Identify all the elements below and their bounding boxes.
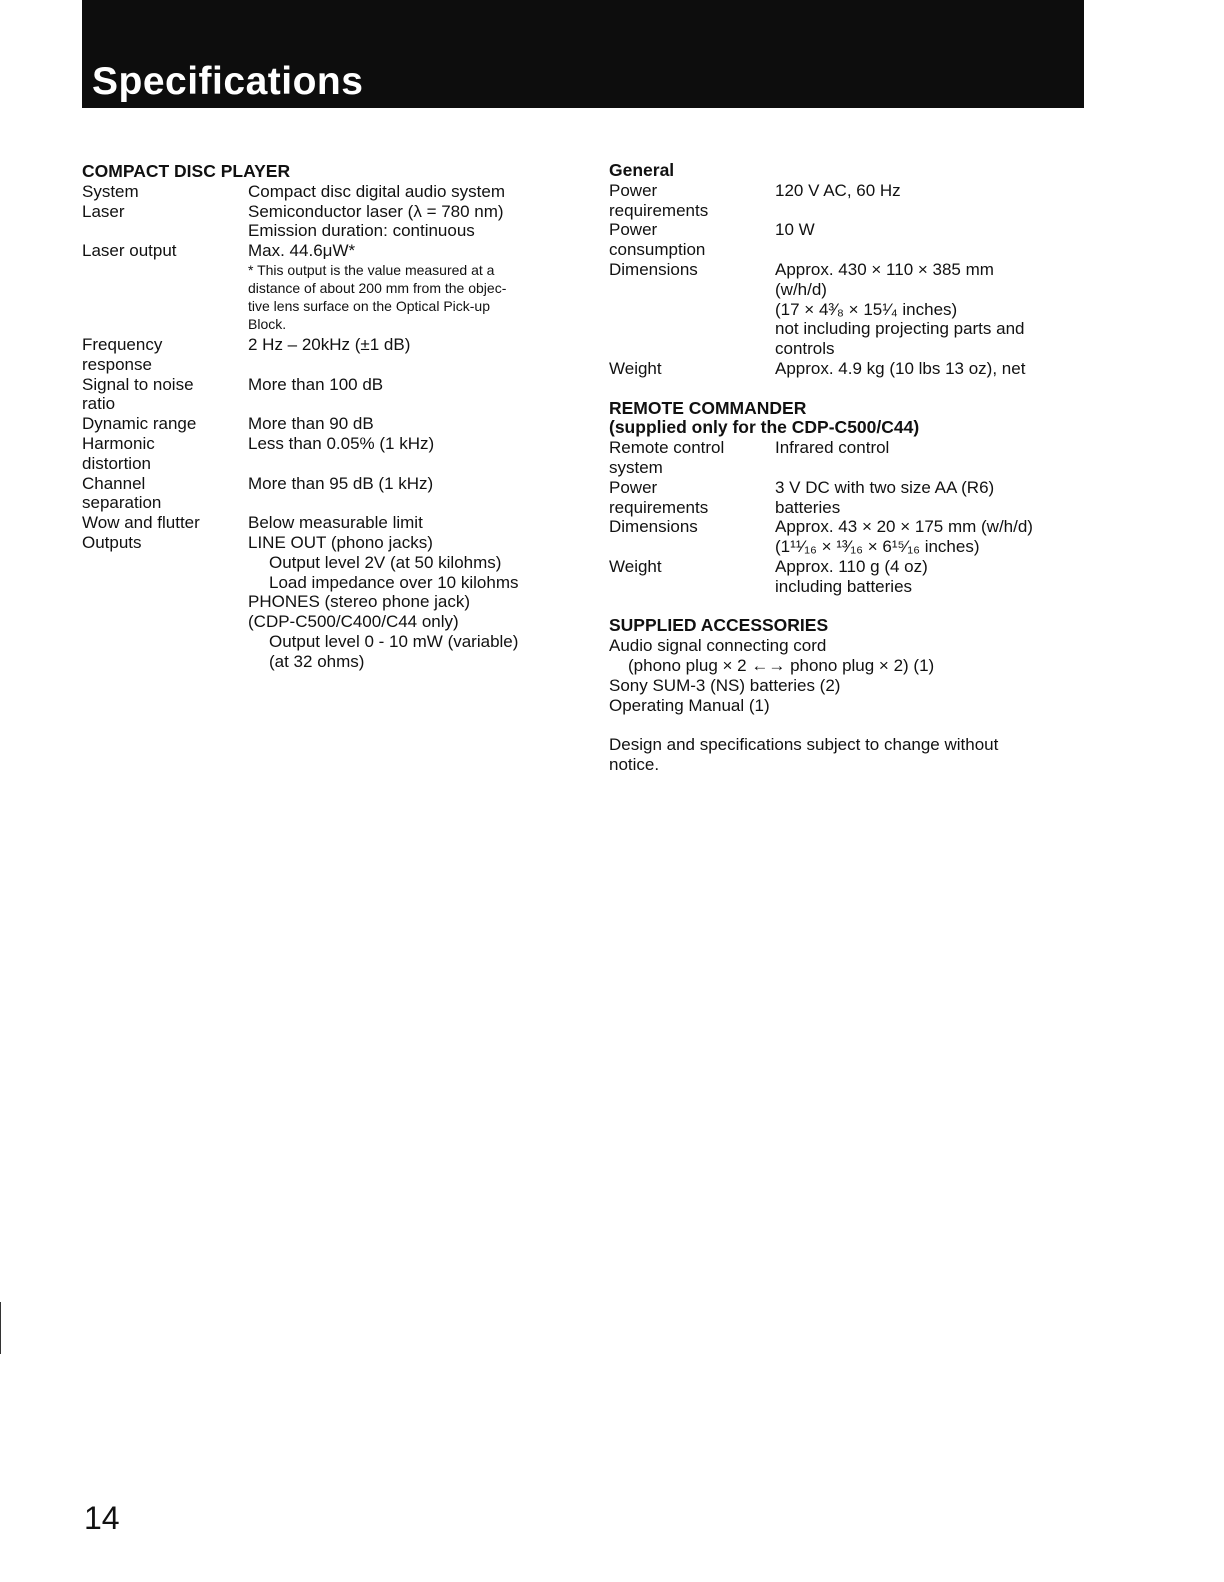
spec-value-line: More than 90 dB bbox=[248, 414, 374, 434]
text-line: * This output is the value measured at a bbox=[248, 261, 495, 278]
spec-row bbox=[609, 359, 1079, 379]
spec-row bbox=[82, 335, 582, 375]
spec-label bbox=[609, 359, 775, 379]
spec-value-line: 120 V AC, 60 Hz bbox=[775, 180, 901, 200]
spec-value bbox=[775, 557, 1079, 597]
section-title: SUPPLIED ACCESSORIES bbox=[609, 615, 829, 636]
spec-label-line: Remote control bbox=[609, 438, 725, 458]
spec-label bbox=[609, 438, 775, 478]
spec-label bbox=[82, 513, 248, 533]
outputs-line: Load impedance over 10 kilohms bbox=[269, 572, 519, 592]
spec-value bbox=[248, 434, 582, 474]
spec-label-line: Laser bbox=[82, 201, 125, 221]
spec-label: Outputs bbox=[82, 532, 142, 552]
spec-value-line: (17 × 4³⁄₈ × 15¹⁄₄ inches) bbox=[775, 299, 958, 319]
spec-value-line: 2 Hz – 20kHz (±1 dB) bbox=[248, 334, 411, 354]
accessory-line: Audio signal connecting cord bbox=[609, 636, 827, 656]
spec-label-line: Frequency bbox=[82, 334, 163, 354]
change-notice bbox=[609, 735, 1079, 775]
spec-value bbox=[775, 220, 1079, 260]
page-title: Specifications bbox=[92, 60, 364, 103]
spec-value-line: 3 V DC with two size AA (R6) bbox=[775, 477, 995, 497]
spec-label bbox=[82, 375, 248, 415]
spec-value-line: (w/h/d) bbox=[775, 279, 827, 299]
spec-value-line: Approx. 430 × 110 × 385 mm bbox=[775, 259, 994, 279]
spec-label-line: distortion bbox=[82, 453, 151, 473]
spec-row bbox=[609, 260, 1079, 359]
spec-value bbox=[775, 517, 1079, 557]
spec-label-line: Harmonic bbox=[82, 433, 155, 453]
spec-label bbox=[82, 335, 248, 375]
spec-value-line: Approx. 43 × 20 × 175 mm (w/h/d) bbox=[775, 517, 1033, 537]
spec-label-line: Dynamic range bbox=[82, 414, 197, 434]
title-banner bbox=[82, 0, 1084, 108]
spec-label-line: Weight bbox=[609, 358, 662, 378]
accessory-line: Operating Manual (1) bbox=[609, 695, 770, 715]
spec-label bbox=[609, 478, 775, 518]
text-line: tive lens surface on the Optical Pick-up bbox=[248, 297, 491, 314]
spec-value-line: 10 W bbox=[775, 220, 815, 240]
spec-label-line: System bbox=[82, 181, 139, 201]
section-title: General bbox=[609, 160, 675, 180]
spec-value-line: batteries bbox=[775, 497, 841, 517]
spec-value-line: Approx. 110 g (4 oz) bbox=[775, 556, 928, 576]
spec-label bbox=[609, 557, 775, 597]
spec-row bbox=[82, 474, 582, 514]
spec-label-line: requirements bbox=[609, 497, 709, 517]
spec-value bbox=[775, 478, 1079, 518]
text-line: Block. bbox=[248, 315, 287, 332]
spec-row bbox=[82, 202, 582, 242]
spec-label bbox=[609, 220, 775, 260]
spec-value-line: Compact disc digital audio system bbox=[248, 181, 506, 201]
spec-value-line: More than 95 dB (1 kHz) bbox=[248, 473, 434, 493]
spec-row bbox=[82, 241, 582, 261]
spec-value bbox=[248, 474, 582, 514]
spec-value bbox=[775, 260, 1079, 359]
spec-label-line: consumption bbox=[609, 240, 706, 260]
spec-label-line: Signal to noise bbox=[82, 374, 194, 394]
text-line: notice. bbox=[609, 754, 660, 774]
spec-value bbox=[248, 241, 582, 261]
spec-row bbox=[82, 375, 582, 415]
spec-label-line: Dimensions bbox=[609, 259, 698, 279]
section-subtitle: (supplied only for the CDP-C500/C44) bbox=[609, 417, 920, 438]
spec-value-line: including batteries bbox=[775, 576, 913, 596]
spec-value-line: (1¹¹⁄₁₆ × ¹³⁄₁₆ × 6¹⁵⁄₁₆ inches) bbox=[775, 537, 980, 557]
spec-label bbox=[82, 474, 248, 514]
spec-label-line: separation bbox=[82, 493, 162, 513]
spec-row-outputs bbox=[82, 533, 582, 672]
general-specs-column bbox=[609, 161, 1079, 775]
spec-value-line: Semiconductor laser (λ = 780 nm) bbox=[248, 201, 504, 221]
spec-row bbox=[82, 434, 582, 474]
spec-label bbox=[82, 414, 248, 434]
spec-value bbox=[248, 335, 582, 375]
page-number: 14 bbox=[84, 1500, 120, 1536]
spec-row bbox=[609, 438, 1079, 478]
spec-label-line: system bbox=[609, 457, 663, 477]
spec-value bbox=[775, 438, 1079, 478]
outputs-line: Output level 0 - 10 mW (variable) bbox=[269, 631, 519, 651]
spec-value bbox=[248, 182, 582, 202]
spec-value bbox=[248, 414, 582, 434]
spec-label bbox=[82, 241, 248, 261]
spec-value-line: Max. 44.6μW* bbox=[248, 241, 356, 261]
compact-disc-player-specs bbox=[82, 162, 582, 672]
spec-label bbox=[609, 517, 775, 557]
spec-label bbox=[82, 182, 248, 202]
section-title: COMPACT DISC PLAYER bbox=[82, 161, 291, 181]
outputs-line: Output level 2V (at 50 kilohms) bbox=[269, 552, 502, 572]
spec-label bbox=[609, 260, 775, 359]
spec-value bbox=[248, 375, 582, 415]
spec-label-line: requirements bbox=[609, 200, 709, 220]
footnote-row bbox=[82, 261, 582, 335]
accessory-line: (phono plug × 2 ←→ phono plug × 2) (1) bbox=[628, 655, 935, 675]
spec-row bbox=[82, 414, 582, 434]
general-spec-rows bbox=[609, 181, 1079, 379]
spec-label bbox=[82, 434, 248, 474]
spec-label-line: response bbox=[82, 354, 152, 374]
spec-label-line: Dimensions bbox=[609, 517, 698, 537]
spec-value bbox=[248, 202, 582, 242]
spec-label-line: Weight bbox=[609, 556, 662, 576]
spec-value-line: Emission duration: continuous bbox=[248, 221, 475, 241]
spec-row bbox=[82, 182, 582, 202]
spec-label-line: Channel bbox=[82, 473, 146, 493]
spec-row bbox=[609, 557, 1079, 597]
spec-label-line: Power bbox=[609, 180, 658, 200]
spec-label bbox=[82, 202, 248, 242]
section-title: REMOTE COMMANDER bbox=[609, 397, 807, 418]
spec-value-line: controls bbox=[775, 339, 835, 359]
spec-value-line: Infrared control bbox=[775, 438, 890, 458]
spec-label-line: Power bbox=[609, 477, 658, 497]
spec-value-line: Approx. 4.9 kg (10 lbs 13 oz), net bbox=[775, 358, 1026, 378]
outputs-line: PHONES (stereo phone jack) bbox=[248, 592, 471, 612]
spec-row bbox=[609, 181, 1079, 221]
spec-label bbox=[609, 181, 775, 221]
laser-footnote bbox=[248, 261, 582, 333]
spec-row bbox=[609, 517, 1079, 557]
spec-rows-2 bbox=[82, 335, 582, 533]
spec-row bbox=[609, 478, 1079, 518]
outputs-line: (at 32 ohms) bbox=[269, 651, 365, 671]
spec-label-line: Laser output bbox=[82, 241, 177, 261]
accessory-line: Sony SUM-3 (NS) batteries (2) bbox=[609, 675, 841, 695]
outputs-line: LINE OUT (phono jacks) bbox=[248, 532, 433, 552]
spec-value-line: More than 100 dB bbox=[248, 374, 384, 394]
spec-label-line: Power bbox=[609, 220, 658, 240]
spec-value-line: not including projecting parts and bbox=[775, 319, 1025, 339]
spec-label-line: ratio bbox=[82, 394, 116, 414]
spec-value-line: Less than 0.05% (1 kHz) bbox=[248, 433, 435, 453]
spec-value bbox=[775, 181, 1079, 221]
text-line: distance of about 200 mm from the objec- bbox=[248, 279, 507, 296]
spec-value-line: Below measurable limit bbox=[248, 513, 423, 533]
spec-rows bbox=[82, 182, 582, 261]
text-line: Design and specifications subject to change without bbox=[609, 735, 999, 755]
outputs-line: (CDP-C500/C400/C44 only) bbox=[248, 612, 459, 632]
spec-row bbox=[609, 220, 1079, 260]
outputs-value bbox=[248, 533, 582, 672]
spec-value bbox=[775, 359, 1079, 379]
margin-rule bbox=[0, 1302, 1, 1354]
spec-row bbox=[82, 513, 582, 533]
spec-label-line: Wow and flutter bbox=[82, 513, 200, 533]
remote-spec-rows bbox=[609, 438, 1079, 596]
spec-value bbox=[248, 513, 582, 533]
